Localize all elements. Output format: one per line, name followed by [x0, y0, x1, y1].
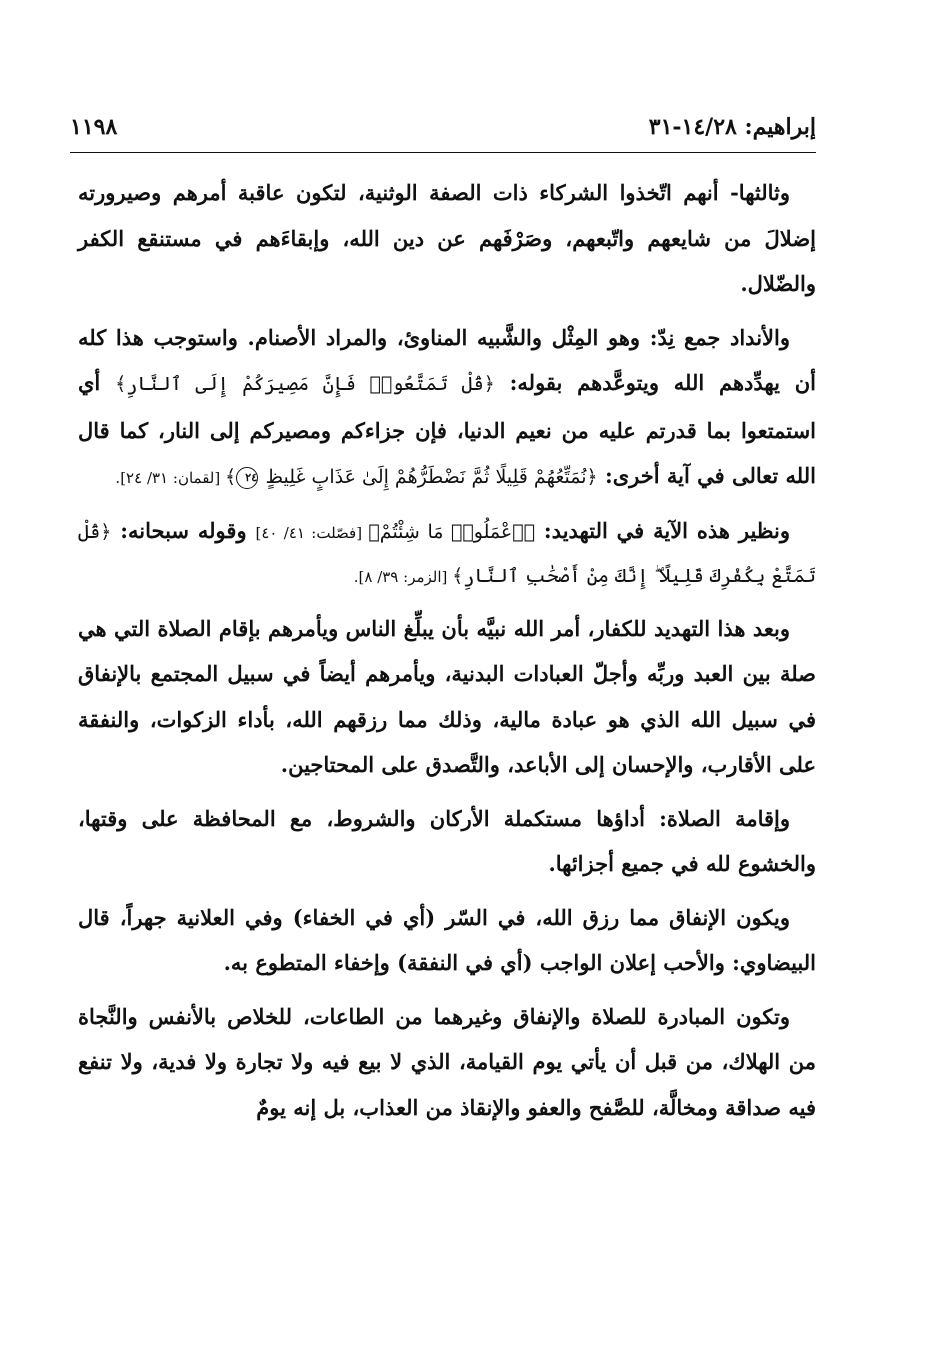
page-header	[70, 112, 816, 152]
header-divider	[70, 152, 816, 153]
quran-quote: ﴿قُلْ تَمَتَّعُوا۟ فَإِنَّ مَصِيرَكُمْ إِلَى ٱلنَّارِ﴾	[115, 373, 495, 395]
running-title: إبراهيم: ١٤/٢٨-٣١	[648, 114, 816, 140]
paragraph-2	[78, 315, 816, 502]
quran-quote: ﴿قُلْ تَمَتَّعْ بِكُفْرِكَ قَلِيلًا ۖ إِنَّكَ مِنْ أَصْحَٰبِ ٱلنَّارِ﴾	[78, 520, 816, 587]
verse-reference: [الزمر: ٣٩/ ٨].	[353, 567, 453, 586]
quran-quote-end: ﴾	[224, 466, 237, 488]
paragraph-3	[78, 510, 816, 598]
paragraph-7: وتكون المبادرة للصلاة والإنفاق وغيرهما من الطاعات، للخلاص بالأنفس والنَّجاة من الهلاك، من قبل أن يأتي يوم القيامة، الذي لا بيع فيه ولا تجارة ولا فدية، ولا تنفع فيه صداقة ومخالَّة، للصَّفح والعفو والإنقاذ من العذاب، بل إنه يومٌ	[78, 1003, 816, 1120]
paragraph-text: أي استمتعوا بما قدرتم عليه من نعيم الدنيا، فإن جزاءكم ومصيركم إلى النار، كما قال الله تعالى في آية أخرى:	[78, 370, 816, 488]
paragraph-5: وإقامة الصلاة: أداؤها مستكملة الأركان والشروط، مع المحافظة على وقتها، والخشوع لله في جميع أجزائها.	[78, 805, 816, 876]
paragraph-text: والأنداد جمع نِدّ: وهو المِثْل والشَّبيه المناوئ، والمراد الأصنام. واستوجب هذا كله أن يهدِّدهم الله ويتوعَّدهم بقوله:	[78, 324, 816, 395]
quran-quote: ﴿ٱعْمَلُوا۟ مَا شِئْتُمْ﴾	[368, 520, 536, 543]
paragraph-6: ويكون الإنفاق مما رزق الله، في السّر (أي في الخفاء) وفي العلانية جهراً، قال البيضاوي: والأحب إعلان الواجب (أي في النفقة) وإخفاء المتطوع به.	[78, 904, 816, 975]
paragraph-text: ونظير هذه الآية في التهديد:	[535, 517, 790, 543]
paragraph-4: وبعد هذا التهديد للكفار، أمر الله نبيَّه بأن يبلِّغ الناس ويأمرهم بإقام الصلاة التي هي صلة بين العبد وربِّه وأجلّ العبادات البدنية، ويأمرهم أيضاً في سبيل المجتمع بالإنفاق في سبيل الله الذي هو عبادة مالية، وذلك مما رزقهم الله، بأداء الزكوات، والنفقة على الأقارب، والإحسان إلى الأباعد، والتَّصدق على المحتاجين.	[78, 615, 816, 777]
paragraph-1: وثالثها- أنهم اتّخذوا الشركاء ذات الصفة الوثنية، لتكون عاقبة أمرهم وصيرورته إضلالَ من شايعهم واتّبعهم، وصَرْفَهم عن دين الله، وإبقاءَهم في مستنقع الكفر والضّلال.	[78, 180, 816, 296]
paragraph-text: وقوله سبحانه:	[111, 517, 256, 543]
quran-quote: ﴿نُمَتِّعُهُمْ قَلِيلًا ثُمَّ نَضْطَرُّهُمْ إِلَىٰ عَذَابٍ غَلِيظٍ	[265, 466, 598, 488]
ayah-number-marker: ٢٤	[236, 467, 258, 489]
page-body	[78, 170, 816, 1138]
page-number: ١١٩٨	[70, 114, 118, 140]
verse-reference: [لقمان: ٣١/ ٢٤].	[115, 469, 225, 487]
verse-reference: [فصّلت: ٤١/ ٤٠]	[255, 523, 369, 542]
